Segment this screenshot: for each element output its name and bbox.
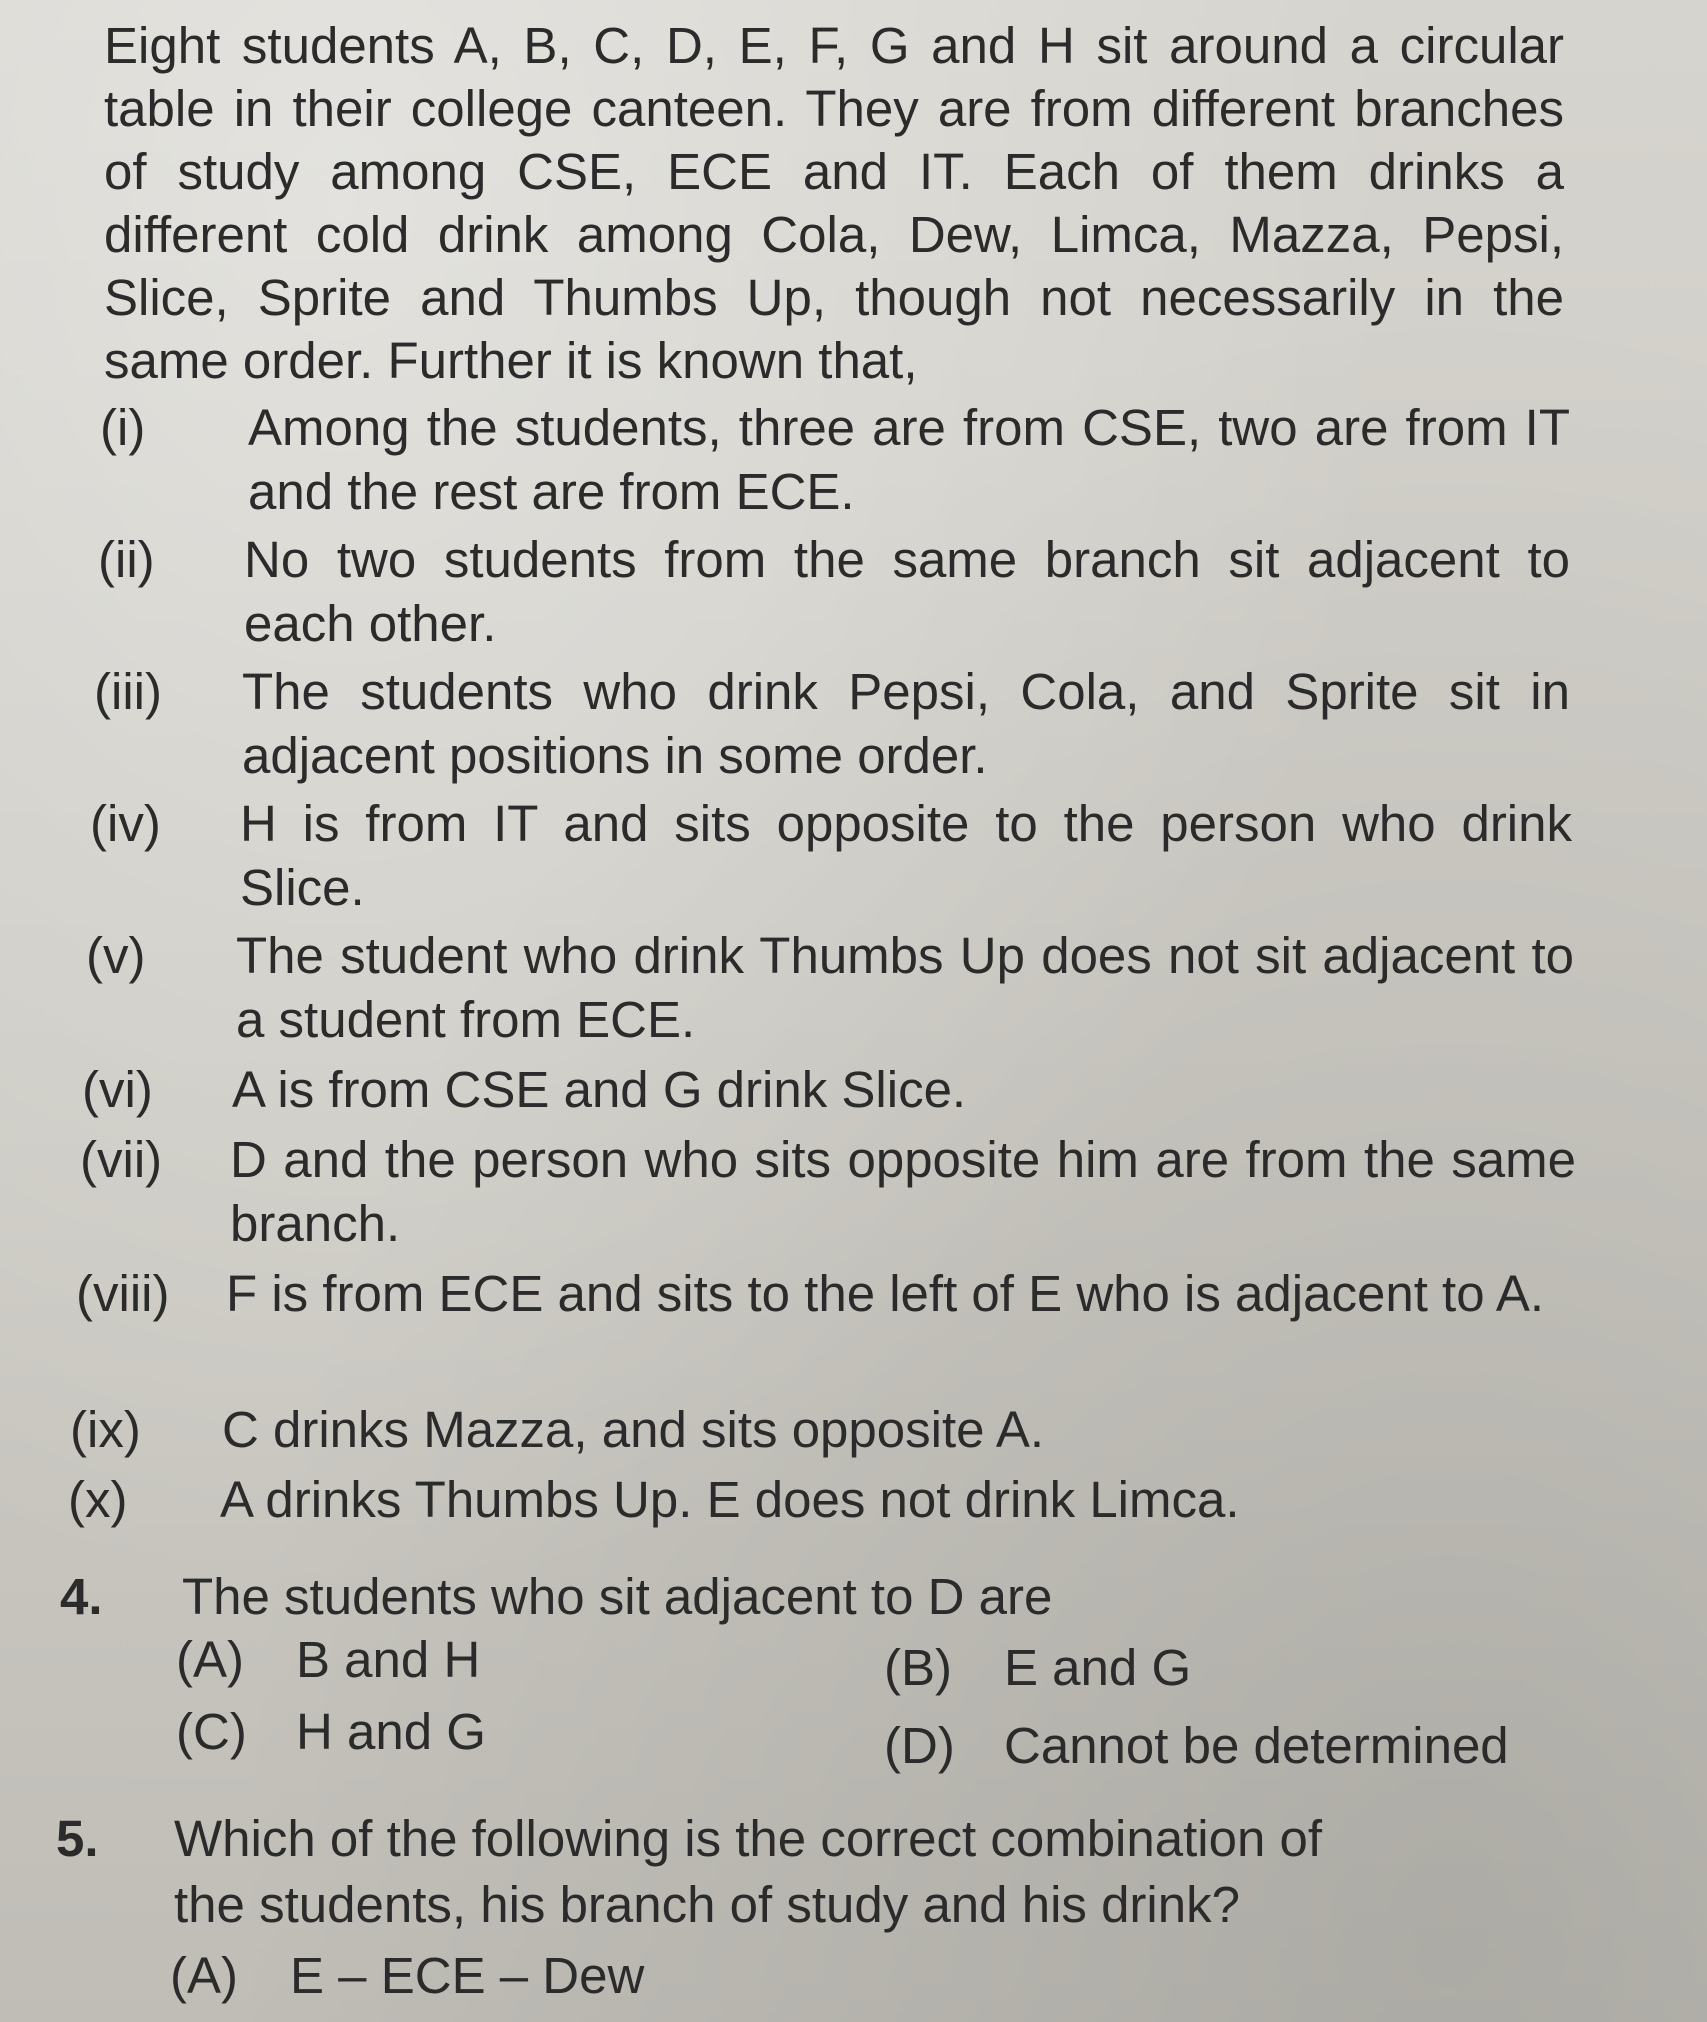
clue-text: C drinks Mazza, and sits opposite A.	[222, 1401, 1045, 1458]
option-text: Cannot be determined	[1004, 1717, 1509, 1774]
option-label: (C)	[176, 1703, 247, 1760]
clue-number: (iii)	[94, 663, 162, 720]
q4-option-a[interactable]	[176, 1628, 480, 1692]
option-label: (A)	[170, 1947, 238, 2004]
clue-5	[86, 924, 1574, 1052]
clue-6	[82, 1058, 1572, 1122]
option-label: (B)	[884, 1639, 952, 1696]
clue-3	[94, 660, 1570, 788]
question-text: The students who sit adjacent to D are	[182, 1568, 1053, 1625]
clue-4	[90, 792, 1572, 920]
clue-10	[68, 1468, 1568, 1532]
option-text: E and G	[1004, 1639, 1192, 1696]
clue-number: (iv)	[90, 795, 161, 852]
intro-paragraph: Eight students A, B, C, D, E, F, G and H sit around a circular table in their college canteen. They are from different branches of study among CSE, ECE and IT. Each of them drinks a different cold drink among Cola, Dew, Limca, Mazza, Pepsi, Slice, Sprite and Thumbs Up, though not necessarily in the same order. Further it is known that,	[104, 17, 1564, 389]
q4-option-c[interactable]	[176, 1700, 486, 1764]
clue-number: (v)	[86, 927, 146, 984]
clue-8	[76, 1262, 1576, 1390]
clue-number: (vii)	[80, 1131, 163, 1188]
clue-number: (x)	[68, 1471, 128, 1528]
q4-option-b[interactable]	[884, 1636, 1191, 1700]
question-number: 4.	[60, 1568, 103, 1625]
clue-text: No two students from the same branch sit adjacent to each other.	[244, 531, 1570, 652]
q5-option-a[interactable]	[170, 1944, 644, 2008]
clue-text: A drinks Thumbs Up. E does not drink Limca.	[220, 1471, 1240, 1528]
clue-7	[80, 1128, 1576, 1256]
question-text-line-1: Which of the following is the correct combination of	[174, 1810, 1323, 1867]
clue-number: (viii)	[76, 1265, 170, 1322]
option-text: E – ECE – Dew	[290, 1947, 645, 2004]
clue-text: The student who drink Thumbs Up does not sit adjacent to a student from ECE.	[236, 927, 1574, 1048]
question-number: 5.	[56, 1810, 99, 1867]
clue-number: (ii)	[98, 531, 155, 588]
option-label: (D)	[884, 1717, 955, 1774]
clue-text: The students who drink Pepsi, Cola, and Sprite sit in adjacent positions in some order.	[242, 663, 1570, 784]
option-label: (A)	[176, 1631, 244, 1688]
clue-text: Among the students, three are from CSE, two are from IT and the rest are from ECE.	[248, 399, 1570, 520]
clue-text: D and the person who sits opposite him are from the same branch.	[230, 1131, 1576, 1252]
clue-number: (ix)	[70, 1401, 141, 1458]
clue-text: F is from ECE and sits to the left of E who is adjacent to A.	[226, 1265, 1545, 1322]
clue-number: (i)	[100, 399, 146, 456]
question-4	[60, 1564, 1580, 1630]
clue-text: A is from CSE and G drink Slice.	[232, 1061, 967, 1118]
clue-1	[100, 396, 1570, 524]
option-text: H and G	[296, 1703, 486, 1760]
clue-2	[98, 528, 1570, 656]
clue-number: (vi)	[82, 1061, 153, 1118]
clue-9	[70, 1398, 1570, 1462]
q4-option-d[interactable]	[884, 1714, 1509, 1778]
question-5	[56, 1806, 1586, 1938]
question-text-line-2: the students, his branch of study and his drink?	[174, 1876, 1240, 1933]
clue-text: H is from IT and sits opposite to the person who drink Slice.	[240, 795, 1572, 916]
option-text: B and H	[296, 1631, 481, 1688]
